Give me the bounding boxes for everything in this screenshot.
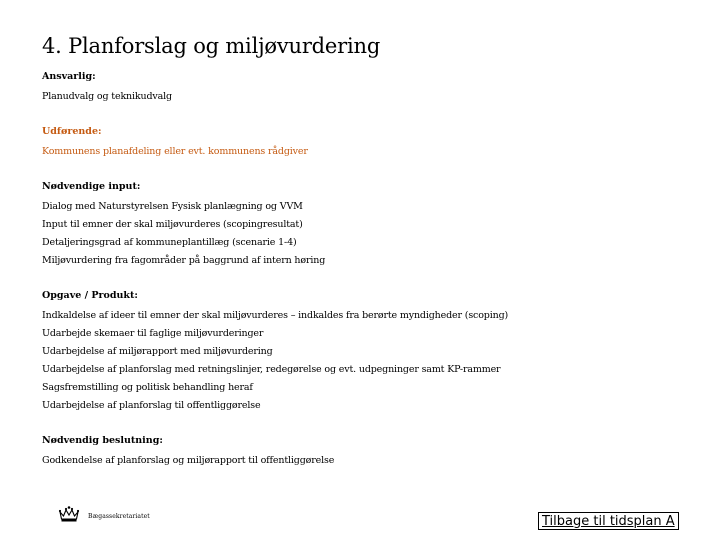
footer-logo (58, 505, 150, 523)
section-opgave (42, 289, 682, 412)
page-title: 4. Planforslag og miljøvurdering (42, 34, 381, 58)
section-line: Sagsfremstilling og politisk behandling heraf (42, 382, 253, 393)
section-line: Godkendelse af planforslag og miljørapport til offentliggørelse (42, 455, 335, 466)
section-heading: Ansvarlig: (42, 71, 96, 82)
section-ansvarlig (42, 70, 682, 103)
organization-name: Bægassekretariatet (88, 512, 150, 520)
section-line: Planudvalg og teknikudvalg (42, 91, 172, 102)
section-heading: Udførende: (42, 126, 102, 137)
content-area (42, 70, 682, 472)
section-line: Udarbejde skemaer til faglige miljøvurderinger (42, 328, 264, 339)
section-line: Udarbejdelse af miljørapport med miljøvurdering (42, 346, 273, 357)
section-line: Indkaldelse af ideer til emner der skal miljøvurderes – indkaldes fra berørte myndigheder (scoping) (42, 310, 509, 321)
section-line: Udarbejdelse af planforslag med retningslinjer, redegørelse og evt. udpegninger samt KP-rammer (42, 364, 501, 375)
section-line: Dialog med Naturstyrelsen Fysisk planlægning og VVM (42, 201, 303, 212)
section-line: Detaljeringsgrad af kommuneplantillæg (scenarie 1-4) (42, 237, 297, 248)
section-heading: Nødvendig beslutning: (42, 435, 163, 446)
section-beslutning (42, 434, 682, 467)
section-line: Miljøvurdering fra fagområder på baggrund af intern høring (42, 255, 326, 266)
section-line: Input til emner der skal miljøvurderes (scopingresultat) (42, 219, 303, 230)
section-udforende (42, 125, 682, 158)
back-to-schedule-link[interactable]: Tilbage til tidsplan A (538, 512, 679, 530)
section-heading: Opgave / Produkt: (42, 290, 138, 301)
section-line: Kommunens planafdeling eller evt. kommunens rådgiver (42, 146, 308, 157)
section-heading: Nødvendige input: (42, 181, 141, 192)
section-line: Udarbejdelse af planforslag til offentliggørelse (42, 400, 261, 411)
section-input (42, 180, 682, 267)
crown-icon (58, 505, 80, 523)
